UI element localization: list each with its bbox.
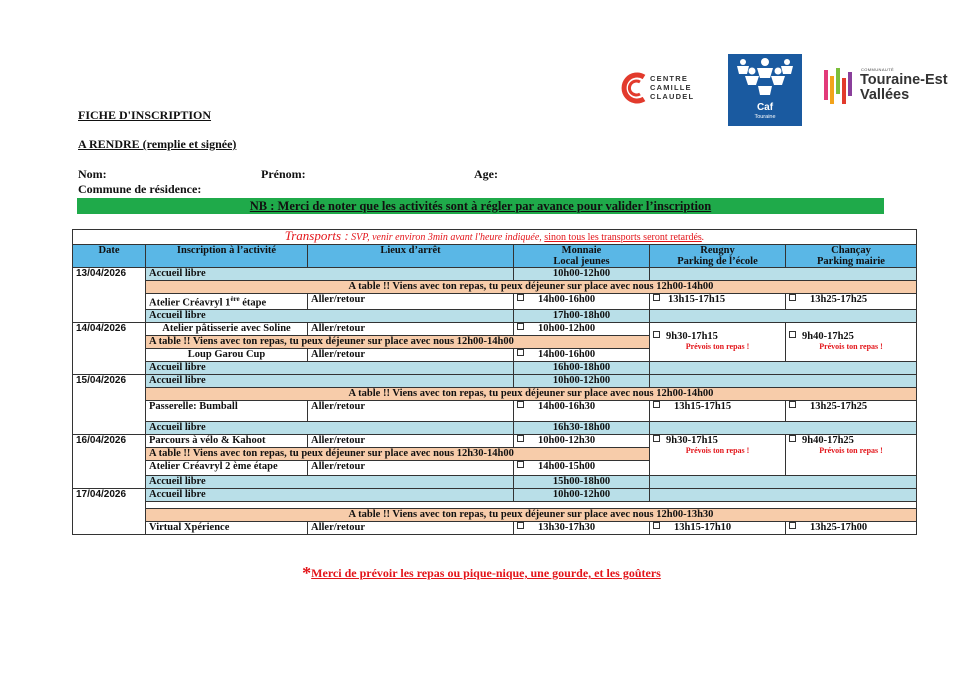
chancay-slot[interactable]: 13h25-17h25 (786, 294, 917, 310)
chancay-slot[interactable]: 13h25-17h25 (786, 400, 917, 421)
chancay-slot[interactable]: 9h40-17h25 Prévois ton repas ! (786, 322, 917, 361)
activity-velo-kahoot: Parcours à vélo & Kahoot (146, 434, 308, 447)
table-row (73, 268, 917, 281)
checkbox[interactable] (789, 331, 796, 338)
accueil-libre: Accueil libre (146, 309, 514, 322)
lieux-cell: Aller/retour (308, 521, 514, 534)
lunch-note: A table !! Viens avec ton repas, tu peux déjeuner sur place avec nous 12h30-14h00 (146, 447, 650, 460)
checkbox[interactable] (653, 401, 660, 408)
prenom-label: Prénom: (261, 167, 306, 181)
reugny-slot[interactable]: 13h15-17h10 (650, 521, 786, 534)
activity-patisserie: Atelier pâtisserie avec Soline (146, 322, 308, 335)
ccc-c-icon (618, 71, 648, 105)
monnaie-time: 10h00-12h00 (514, 268, 650, 281)
lunch-note: A table !! Viens avec ton repas, tu peux déjeuner sur place avec nous 12h00-14h00 (146, 335, 650, 348)
chancay-slot[interactable]: 13h25-17h00 (786, 521, 917, 534)
checkbox[interactable] (789, 294, 796, 301)
activity-creavryl1: Atelier Créavryl 1ère étape (146, 294, 308, 310)
lieux-cell: Aller/retour (308, 460, 514, 475)
centre-camille-claudel-logo (618, 71, 718, 105)
checkbox[interactable] (789, 435, 796, 442)
checkbox[interactable] (517, 461, 524, 468)
accueil-libre: Accueil libre (146, 374, 514, 387)
table-row (73, 475, 917, 488)
caf-sub: Touraine (754, 114, 776, 120)
date-cell: 17/04/2026 (73, 488, 146, 534)
touraine-est-vallees-logo (822, 66, 952, 108)
asterisk: * (302, 563, 312, 583)
date-cell: 15/04/2026 (73, 374, 146, 434)
reugny-slot[interactable]: 13h15-17h15 (650, 400, 786, 421)
table-row (73, 421, 917, 434)
col-monnaie: Monnaie Local jeunes (514, 245, 650, 268)
lunch-note: A table !! Viens avec ton repas, tu peux déjeuner sur place avec nous 12h00-13h30 (146, 508, 917, 521)
checkbox[interactable] (517, 294, 524, 301)
table-row (73, 361, 917, 374)
monnaie-slot[interactable]: 10h00-12h00 (514, 322, 650, 335)
table-row (73, 501, 917, 508)
date-cell: 16/04/2026 (73, 434, 146, 488)
activity-loup-garou: Loup Garou Cup (146, 348, 308, 361)
lieux-cell: Aller/retour (308, 322, 514, 335)
chancay-slot[interactable]: 9h40-17h25 Prévois ton repas ! (786, 434, 917, 475)
table-row (73, 434, 917, 447)
transport-note: Transports : SVP, venir environ 3min avant l'heure indiquée, sinon tous les transports seront retardés. (73, 230, 917, 245)
ccc-line2: CAMILLE (650, 83, 692, 92)
monnaie-slot[interactable]: 14h00-16h00 (514, 348, 650, 361)
monnaie-slot[interactable]: 14h00-15h00 (514, 460, 650, 475)
caf-figures-icon (728, 54, 802, 100)
col-lieux: Lieux d’arrêt (308, 245, 514, 268)
activity-creavryl2: Atelier Créavryl 2 ème étape (146, 460, 308, 475)
transport-row (73, 230, 917, 245)
ccc-line3: CLAUDEL (650, 92, 695, 101)
ccc-line1: CENTRE (650, 74, 689, 83)
reugny-slot[interactable]: 9h30-17h15 Prévois ton repas ! (650, 434, 786, 475)
monnaie-time: 16h30-18h00 (514, 421, 650, 434)
reugny-slot[interactable]: 13h15-17h15 (650, 294, 786, 310)
lieux-cell: Aller/retour (308, 348, 514, 361)
table-row (73, 374, 917, 387)
footer-note (0, 563, 963, 584)
rendre-note: A RENDRE (remplie et signée) (78, 137, 237, 151)
lieux-cell: Aller/retour (308, 400, 514, 421)
lieux-cell: Aller/retour (308, 434, 514, 447)
col-activite: Inscription à l’activité (146, 245, 308, 268)
lunch-note: A table !! Viens avec ton repas, tu peux déjeuner sur place avec nous 12h00-14h00 (146, 387, 917, 400)
caf-name: Caf (756, 102, 774, 113)
monnaie-slot[interactable]: 10h00-12h30 (514, 434, 650, 447)
monnaie-time: 17h00-18h00 (514, 309, 650, 322)
monnaie-time: 16h00-18h00 (514, 361, 650, 374)
monnaie-slot[interactable]: 13h30-17h30 (514, 521, 650, 534)
accueil-libre: Accueil libre (146, 421, 514, 434)
accueil-libre: Accueil libre (146, 361, 514, 374)
lieux-cell: Aller/retour (308, 294, 514, 310)
col-chancay: Chançay Parking mairie (786, 245, 917, 268)
age-label: Age: (474, 167, 498, 181)
tev-small: COMMUNAUTÉ (861, 67, 895, 72)
tev-bars-icon (822, 66, 856, 108)
checkbox[interactable] (789, 401, 796, 408)
table-row (73, 488, 917, 501)
checkbox[interactable] (517, 349, 524, 356)
table-row (73, 309, 917, 322)
table-row (73, 521, 917, 534)
tev-line1: Touraine-Est (860, 72, 948, 88)
reugny-slot[interactable]: 9h30-17h15 Prévois ton repas ! (650, 322, 786, 361)
date-cell: 13/04/2026 (73, 268, 146, 323)
checkbox[interactable] (653, 435, 660, 442)
footer-text: Merci de prévoir les repas ou pique-nique, une gourde, et les goûters (311, 566, 661, 580)
checkbox[interactable] (653, 522, 660, 529)
monnaie-time: 10h00-12h00 (514, 374, 650, 387)
activity-virtual-xperience: Virtual Xpérience (146, 521, 308, 534)
accueil-libre: Accueil libre (146, 268, 514, 281)
nb-text: NB : Merci de noter que les activités sont à régler par avance pour valider l’inscription (249, 199, 712, 213)
monnaie-slot[interactable]: 14h00-16h00 (514, 294, 650, 310)
table-row (73, 294, 917, 310)
checkbox[interactable] (653, 294, 660, 301)
table-row (73, 387, 917, 400)
accueil-libre: Accueil libre (146, 475, 514, 488)
monnaie-time: 15h00-18h00 (514, 475, 650, 488)
col-reugny: Reugny Parking de l’école (650, 245, 786, 268)
table-row (73, 281, 917, 294)
table-row (73, 322, 917, 335)
caf-logo (728, 54, 802, 126)
date-cell: 14/04/2026 (73, 322, 146, 374)
col-date: Date (73, 245, 146, 268)
form-title: FICHE D'INSCRIPTION (78, 108, 212, 122)
monnaie-time: 10h00-12h00 (514, 488, 650, 501)
checkbox[interactable] (517, 401, 524, 408)
accueil-libre: Accueil libre (146, 488, 514, 501)
table-row (73, 400, 917, 421)
checkbox[interactable] (517, 323, 524, 330)
checkbox[interactable] (517, 522, 524, 529)
checkbox[interactable] (653, 331, 660, 338)
activity-bumball: Passerelle: Bumball (146, 400, 308, 421)
nom-label: Nom: (78, 167, 107, 181)
checkbox[interactable] (517, 435, 524, 442)
nb-banner (77, 198, 884, 214)
monnaie-slot[interactable]: 14h00-16h30 (514, 400, 650, 421)
lunch-note: A table !! Viens avec ton repas, tu peux déjeuner sur place avec nous 12h00-14h00 (146, 281, 917, 294)
column-header-row (73, 245, 917, 268)
tev-line2: Vallées (860, 87, 910, 103)
schedule-table (72, 229, 917, 535)
table-row (73, 508, 917, 521)
checkbox[interactable] (789, 522, 796, 529)
commune-label: Commune de résidence: (78, 182, 202, 196)
